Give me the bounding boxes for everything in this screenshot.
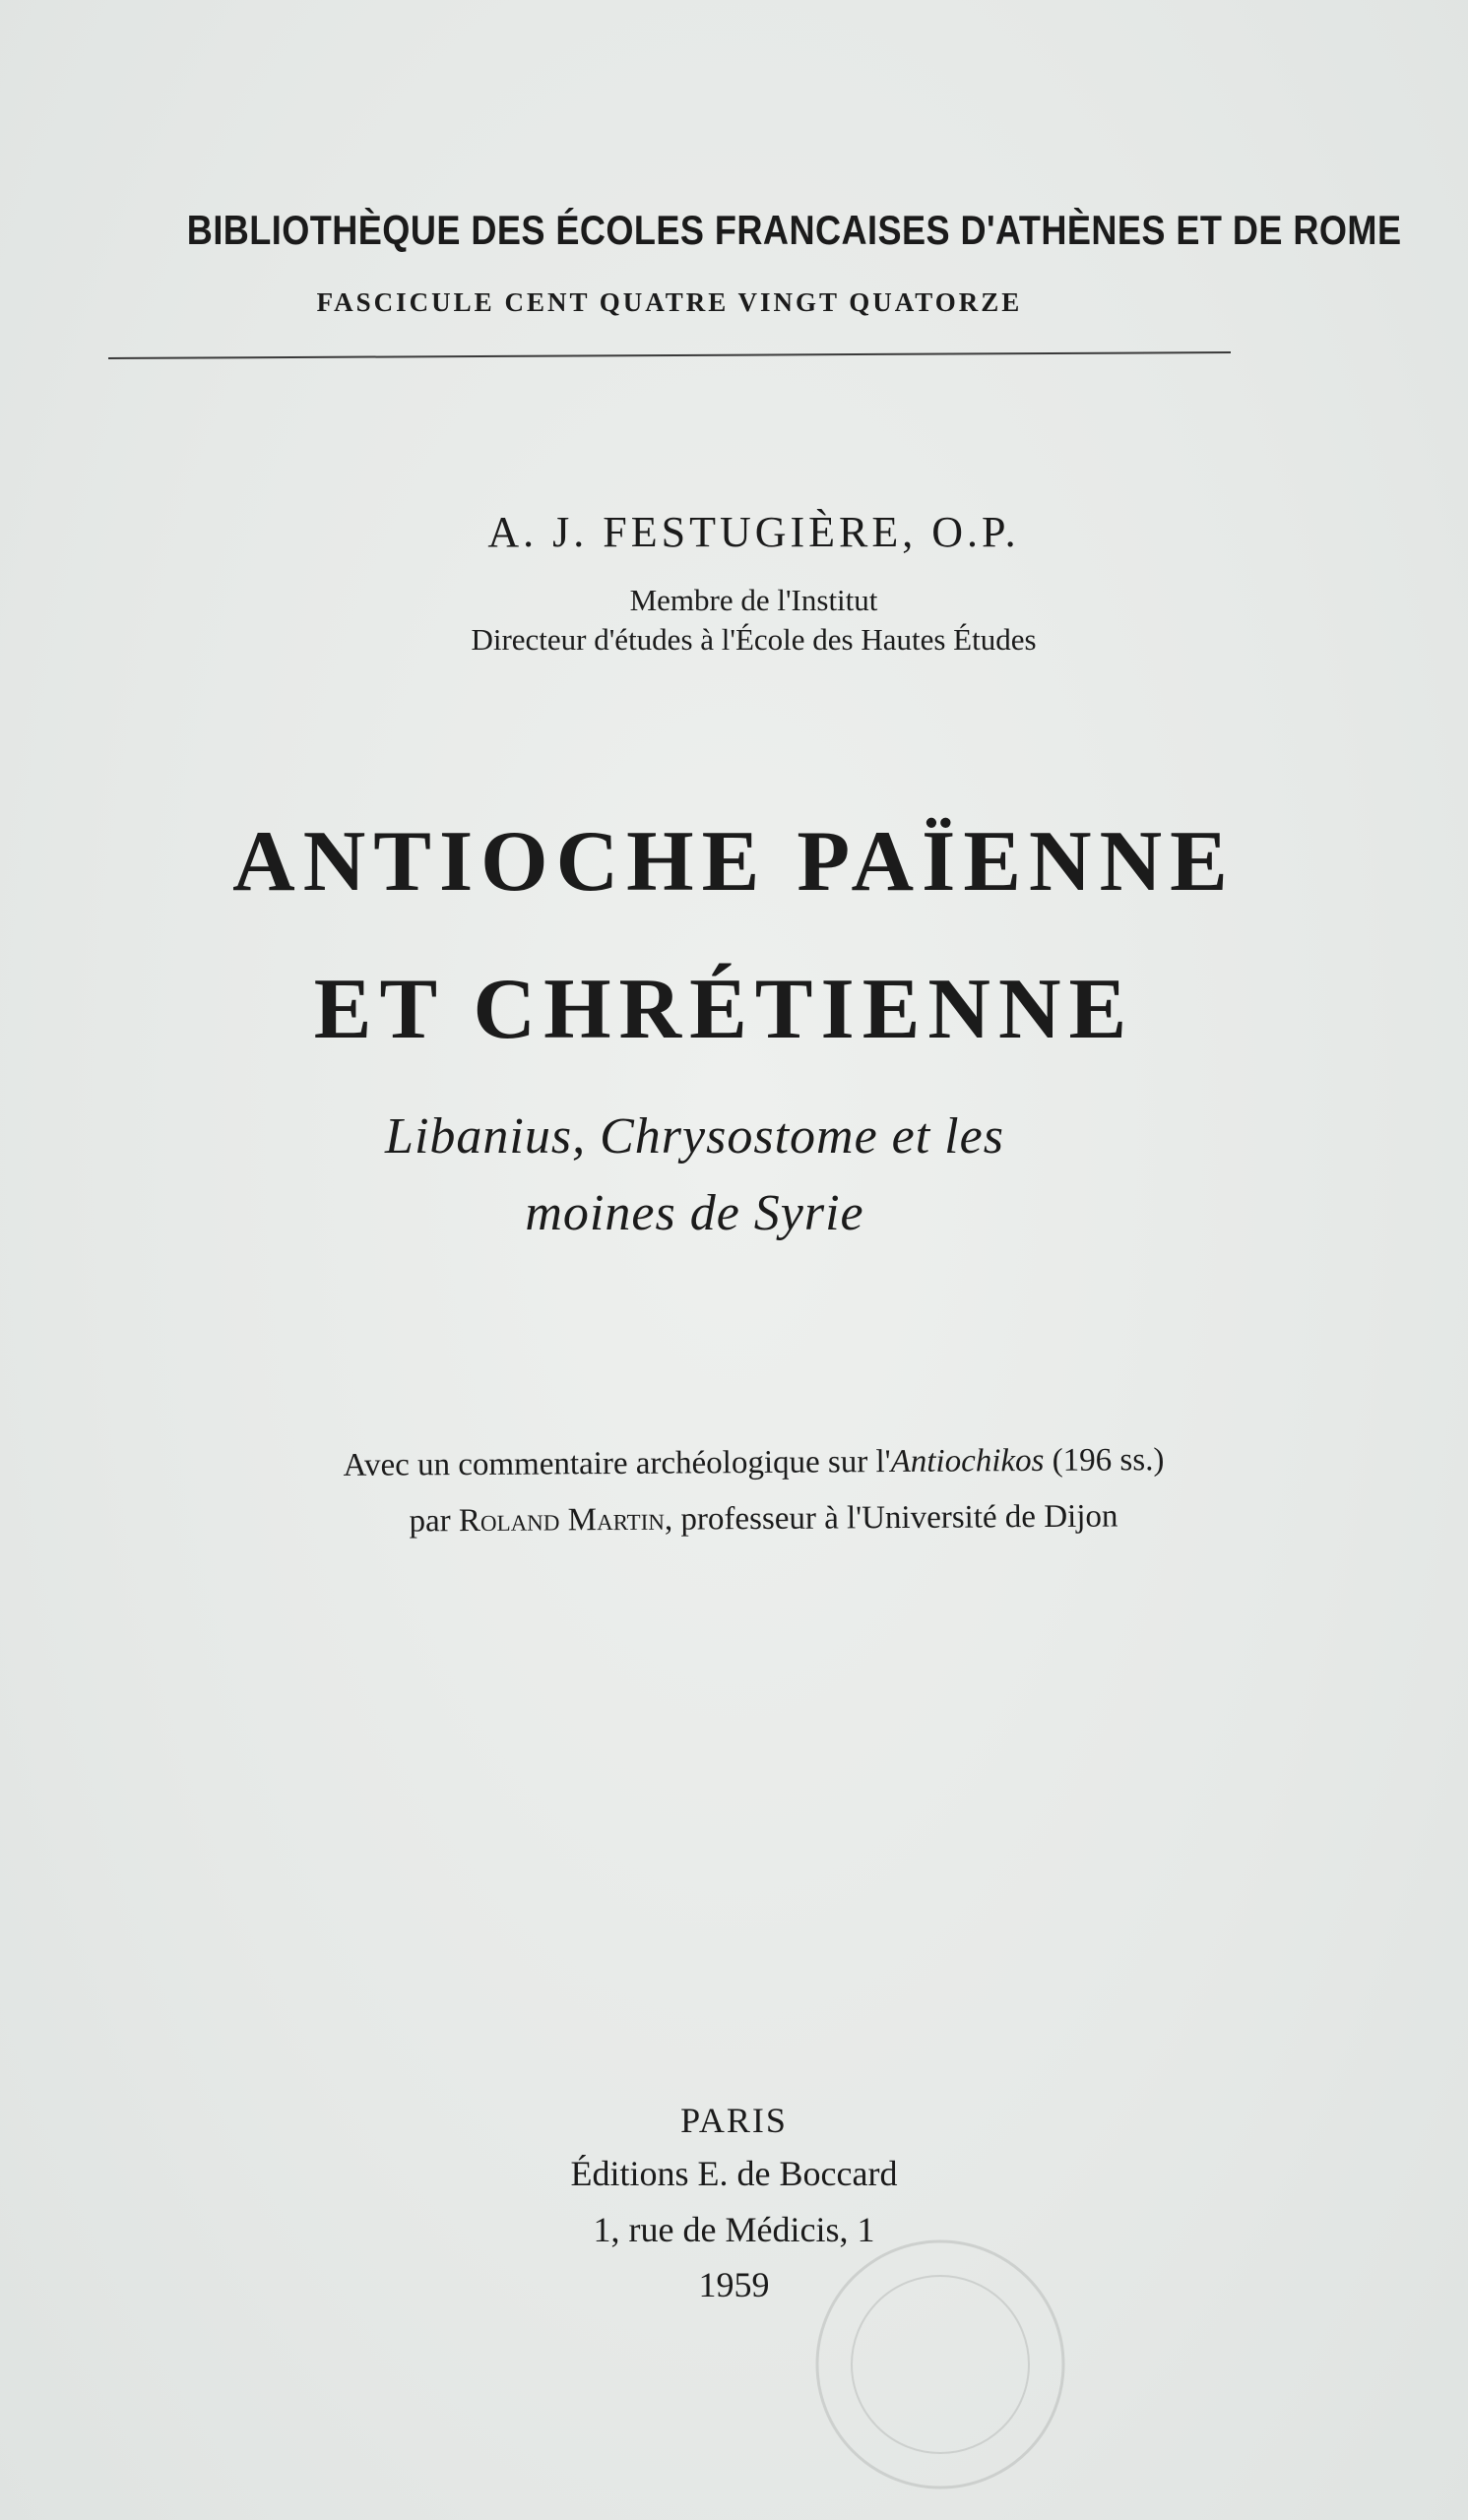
- book-subtitle-line-2: moines de Syrie: [525, 1185, 864, 1241]
- imprint-year: 1959: [698, 2265, 770, 2304]
- author-name: A. J. FESTUGIÈRE, O.P.: [487, 508, 1020, 556]
- imprint-publisher: Éditions E. de Boccard: [570, 2154, 898, 2193]
- commentary-by: par: [409, 1503, 460, 1540]
- header-rule: [108, 351, 1231, 359]
- commentary-prefix: Avec un commentaire archéologique sur l': [343, 1444, 891, 1483]
- book-subtitle-line-1: Libanius, Chrysostome et les: [385, 1108, 1004, 1165]
- fascicule-number: FASCICULE CENT QUATRE VINGT QUATORZE: [316, 287, 1023, 317]
- author-role-member: Membre de l'Institut: [629, 583, 878, 617]
- commentary-work-title: Antiochikos: [890, 1442, 1045, 1480]
- commentary-author: Roland Martin: [458, 1501, 666, 1540]
- imprint-city: PARIS: [680, 2101, 788, 2140]
- imprint-address: 1, rue de Médicis, 1: [593, 2210, 875, 2249]
- book-title-line-1: ANTIOCHE PAÏENNE: [232, 814, 1236, 910]
- library-stamp-icon: [802, 2227, 1078, 2502]
- author-role-director: Directeur d'études à l'École des Hautes Études: [471, 622, 1037, 657]
- commentary-pages: (196 ss.): [1044, 1442, 1165, 1479]
- commentary-line-1: [20, 1440, 1468, 1486]
- book-title-line-2: ET CHRÉTIENNE: [313, 962, 1135, 1057]
- commentary-affiliation: , professeur à l'Université de Dijon: [664, 1498, 1118, 1538]
- commentary-line-2: [30, 1496, 1468, 1543]
- series-title: BIBLIOTHÈQUE DES ÉCOLES FRANCAISES D'ATHÈNES ET DE ROME: [186, 207, 1402, 253]
